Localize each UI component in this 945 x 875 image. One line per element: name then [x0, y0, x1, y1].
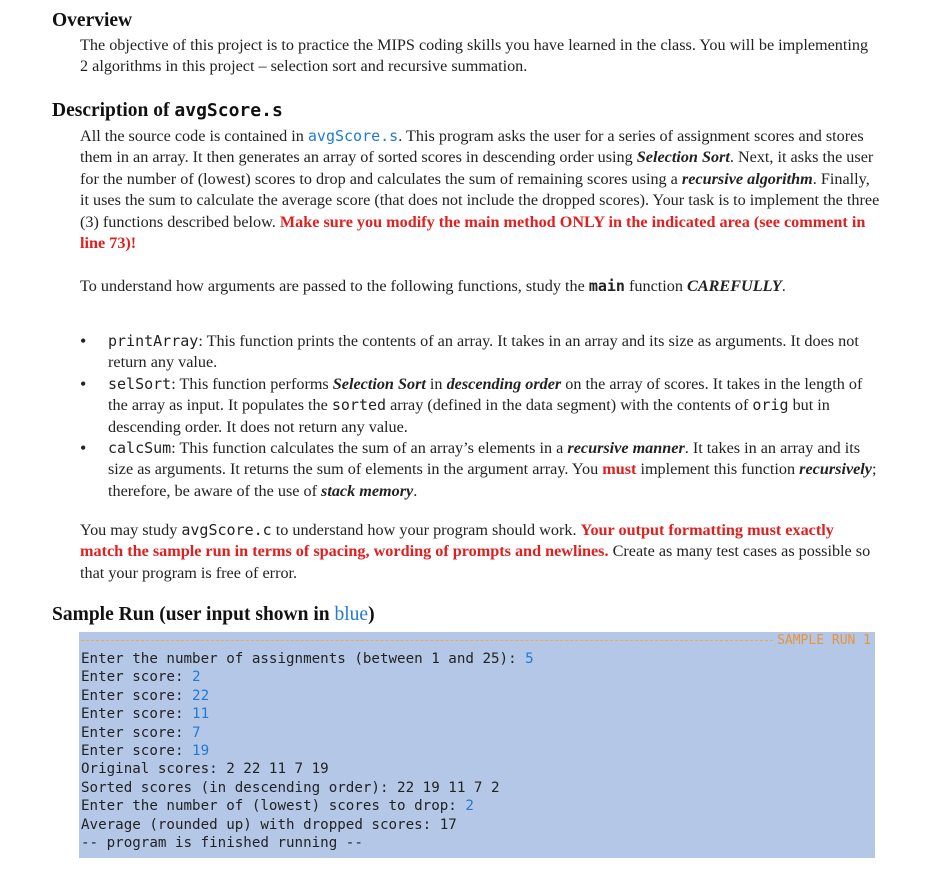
selsort-orig: orig [752, 396, 789, 415]
calcsum-recursive-manner: recursive manner [567, 439, 685, 458]
console-output-text: -- program is finished running -- [81, 834, 363, 851]
p3-warning: Your output formatting must exactly match the sample run in terms of spacing, wording of prompts and newlines. [80, 521, 834, 561]
console-output-text: Enter score: [81, 687, 193, 704]
console-output-text: Enter score: [81, 724, 193, 741]
p3-text-a: You may study [80, 521, 182, 539]
description-heading-file: avgScore.s [174, 100, 283, 121]
console-user-input: 7 [192, 724, 201, 741]
selsort-descending-order: descending order [446, 374, 562, 393]
sample-run-tag: SAMPLE RUN 1 [777, 632, 871, 648]
description-heading [52, 100, 283, 122]
list-item-selsort [80, 374, 880, 438]
sample-run-console [79, 632, 875, 858]
selsort-sorted: sorted [331, 396, 387, 415]
console-output-text: Enter score: [81, 742, 193, 759]
p1-recursive-algorithm: recursive algorithm [681, 169, 813, 188]
p1-selection-sort: Selection Sort [636, 148, 730, 167]
console-user-input: 2 [192, 669, 201, 686]
p2-carefully: CAREFULLY [687, 277, 782, 295]
console-line [81, 779, 534, 797]
selsort-text-a: : This function performs [171, 374, 333, 393]
calcsum-recursively: recursively [799, 460, 872, 479]
console-line [81, 668, 534, 686]
p2-text-a: To understand how arguments are passed to the following functions, study the [80, 277, 589, 295]
calcsum-text-b: . It takes in an array and its size as arguments. It returns the sum of elements in the argument array. You [108, 439, 861, 479]
console-output-text: Enter the number of (lowest) scores to drop: [81, 798, 466, 815]
p1-warning: Make sure you modify the main method ONLY in the indicated area (see comment in line 73)! [80, 212, 866, 253]
p2-text-b: function [624, 277, 688, 295]
p2-main-function: main [588, 277, 625, 295]
calcsum-stack-memory: stack memory [321, 481, 414, 500]
console-lines [81, 650, 534, 852]
printarray-desc: : This function prints the contents of an array. It takes in an array and its size as arguments. It does not return any value. [108, 332, 859, 372]
console-output-text: Average (rounded up) with dropped scores: 17 [81, 816, 457, 833]
console-user-input: 11 [192, 706, 210, 723]
sample-heading-a: Sample Run (user input shown in [52, 604, 335, 625]
study-main-paragraph [80, 276, 880, 297]
console-line [81, 834, 534, 852]
calcsum-text-c: implement this function [636, 460, 800, 479]
selsort-text-e: but in descending order. It does not return any value. [108, 396, 830, 436]
console-output-text: Enter the number of assignments (between 1 and 25): [81, 651, 526, 667]
console-user-input: 2 [465, 798, 474, 815]
dashed-rule [81, 640, 773, 641]
selsort-selection-sort: Selection Sort [332, 374, 426, 393]
sample-run-heading [52, 604, 375, 626]
overview-heading: Overview [52, 10, 133, 31]
calcsum-text-d: ; therefore, be aware of the use of [108, 460, 877, 500]
list-item-printarray [80, 331, 880, 374]
console-line [81, 724, 534, 742]
console-line [81, 742, 534, 760]
p1-text-a: All the source code is contained in [80, 127, 308, 145]
p1-file-name: avgScore.s [307, 127, 399, 145]
p3-text-b: to understand how your program should work. [271, 521, 581, 539]
console-separator [81, 632, 871, 648]
console-line [81, 687, 534, 705]
console-output-text: Enter score: [81, 669, 193, 686]
p2-text-c: . [781, 277, 786, 295]
description-heading-prefix: Description of [52, 100, 175, 121]
selsort-name: selSort [108, 374, 172, 393]
overview-text: The objective of this project is to practice the MIPS coding skills you have learned in the class. You will be implementing 2 algorithms in this project – selection sort and recursive summation. [80, 36, 869, 76]
console-line [81, 797, 534, 815]
console-output-text: Sorted scores (in descending order): 22 19 11 7 2 [81, 779, 500, 796]
calcsum-must: must [602, 460, 637, 479]
console-line [81, 816, 534, 834]
p1-text-c: . Next, it asks the user for the number of (lowest) scores to drop and calculates the sum of remaining scores using a [80, 148, 874, 188]
calcsum-name: calcSum [108, 439, 172, 458]
console-user-input: 22 [192, 687, 210, 704]
console-user-input: 19 [192, 742, 210, 759]
p3-text-c: Create as many test cases as possible so that your program is free of error. [80, 542, 871, 582]
bullet-icon: • [80, 438, 87, 459]
sample-heading-blue: blue [334, 604, 369, 625]
bullet-icon: • [80, 373, 87, 394]
p1-text-b: . This program asks the user for a series of assignment scores and stores them in an array. It then generates an array of sorted scores in descending order using [80, 127, 864, 167]
console-output-text: Original scores: 2 22 11 7 19 [81, 761, 329, 778]
p1-text-d: . Finally, it uses the sum to calculate the average score (that does not include the dropped scores). Your task is to implement the three (3) functions described below. [80, 169, 880, 231]
console-line [81, 705, 534, 723]
console-output-text: Enter score: [81, 706, 193, 723]
selsort-text-d: array (defined in the data segment) with the contents of [386, 396, 753, 415]
console-line [81, 650, 534, 668]
list-item-calcsum [80, 438, 880, 502]
console-line [81, 760, 534, 778]
calcsum-text-a: : This function calculates the sum of an array’s elements in a [171, 439, 568, 458]
sample-heading-b: ) [368, 604, 375, 625]
selsort-text-b: in [425, 374, 447, 393]
p3-file-name: avgScore.c [181, 521, 272, 539]
function-list [80, 331, 880, 502]
printarray-name: printArray [108, 332, 199, 350]
bullet-icon: • [80, 331, 87, 351]
console-user-input: 5 [525, 651, 534, 667]
study-c-paragraph [80, 520, 880, 584]
selsort-text-c: on the array of scores. It takes in the length of the array as input. It populates the [108, 374, 863, 415]
description-paragraph [80, 126, 880, 254]
calcsum-text-e: . [413, 481, 418, 500]
